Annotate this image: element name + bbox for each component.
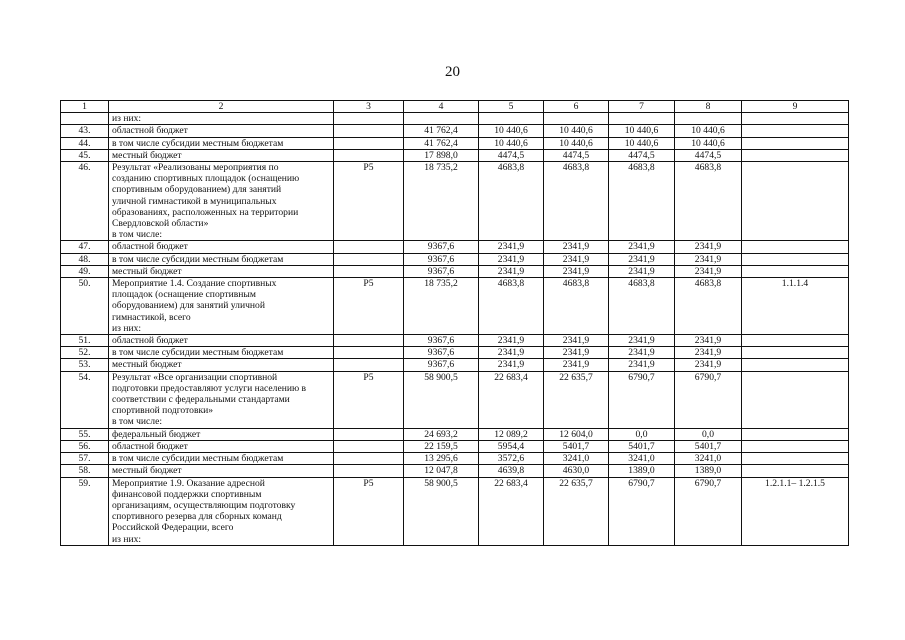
row-value-col5: 10 440,6: [479, 125, 544, 137]
table-row: [61, 347, 849, 359]
row-value-col6: 4683,8: [544, 162, 609, 241]
row-value-col8: 4474,5: [675, 149, 742, 161]
row-code: [334, 347, 404, 359]
row-value-col8: 4683,8: [675, 162, 742, 241]
row-value-col7: 10 440,6: [609, 137, 675, 149]
row-number: 46.: [61, 162, 109, 241]
table-row: [61, 440, 849, 452]
row-value-col5: 5954,4: [479, 440, 544, 452]
row-value-col6: 2341,9: [544, 241, 609, 253]
row-name: Мероприятие 1.4. Создание спортивных площадок (оснащение спортивным оборудованием) для занятий уличной гимнастикой, всего из них:: [109, 278, 334, 335]
row-code: Р5: [334, 162, 404, 241]
table-row: [61, 125, 849, 137]
row-number: 50.: [61, 278, 109, 335]
row-target-ref: [742, 347, 849, 359]
row-code: [334, 440, 404, 452]
column-header: 1: [61, 101, 109, 113]
row-number: 44.: [61, 137, 109, 149]
row-value-col4: 18 735,2: [404, 162, 479, 241]
row-target-ref: 1.1.1.4: [742, 278, 849, 335]
row-value-col8: 5401,7: [675, 440, 742, 452]
row-target-ref: [742, 241, 849, 253]
row-code: [334, 149, 404, 161]
row-name: федеральный бюджет: [109, 428, 334, 440]
row-value-col5: 4683,8: [479, 162, 544, 241]
column-header: 8: [675, 101, 742, 113]
row-value-col6: 3241,0: [544, 453, 609, 465]
row-code: [334, 428, 404, 440]
table-row: [61, 335, 849, 347]
row-value-col5: 4474,5: [479, 149, 544, 161]
page-number: 20: [445, 64, 460, 80]
row-name: в том числе субсидии местным бюджетам: [109, 137, 334, 149]
row-value-col4: 24 693,2: [404, 428, 479, 440]
row-value-col7: 2341,9: [609, 347, 675, 359]
table-header-row: [61, 101, 849, 113]
row-number: [61, 113, 109, 125]
row-target-ref: [742, 125, 849, 137]
table-row: [61, 265, 849, 277]
row-value-col6: 2341,9: [544, 359, 609, 371]
table-row: [61, 253, 849, 265]
row-code: Р5: [334, 371, 404, 428]
column-header: 3: [334, 101, 404, 113]
row-value-col4: 13 295,6: [404, 453, 479, 465]
row-name: местный бюджет: [109, 149, 334, 161]
row-number: 47.: [61, 241, 109, 253]
row-value-col4: 41 762,4: [404, 125, 479, 137]
table-row: [61, 453, 849, 465]
row-target-ref: [742, 113, 849, 125]
row-value-col7: 0,0: [609, 428, 675, 440]
row-code: [334, 359, 404, 371]
row-name: областной бюджет: [109, 125, 334, 137]
row-name: областной бюджет: [109, 241, 334, 253]
row-number: 57.: [61, 453, 109, 465]
row-value-col8: [675, 113, 742, 125]
row-name: местный бюджет: [109, 359, 334, 371]
row-value-col4: 9367,6: [404, 347, 479, 359]
row-value-col7: 2341,9: [609, 265, 675, 277]
row-value-col8: 1389,0: [675, 465, 742, 477]
row-value-col5: 22 683,4: [479, 371, 544, 428]
row-value-col6: [544, 113, 609, 125]
row-value-col5: 2341,9: [479, 347, 544, 359]
row-number: 56.: [61, 440, 109, 452]
row-target-ref: [742, 253, 849, 265]
row-code: Р5: [334, 477, 404, 545]
row-value-col6: 10 440,6: [544, 125, 609, 137]
row-value-col4: 9367,6: [404, 359, 479, 371]
row-number: 54.: [61, 371, 109, 428]
row-value-col7: 6790,7: [609, 477, 675, 545]
row-value-col7: 1389,0: [609, 465, 675, 477]
row-value-col6: 12 604,0: [544, 428, 609, 440]
column-header: 6: [544, 101, 609, 113]
row-target-ref: [742, 162, 849, 241]
row-target-ref: [742, 453, 849, 465]
row-value-col4: 12 047,8: [404, 465, 479, 477]
row-value-col4: 9367,6: [404, 241, 479, 253]
column-header: 7: [609, 101, 675, 113]
table-row: [61, 137, 849, 149]
row-name: из них:: [109, 113, 334, 125]
row-value-col7: 10 440,6: [609, 125, 675, 137]
row-name: Результат «Реализованы мероприятия по созданию спортивных площадок (оснащению спортивным оборудованием) для занятий уличной гимнастикой в муниципальных образованиях, расположенных на территории Свердловской области» в том числе:: [109, 162, 334, 241]
row-value-col8: 4683,8: [675, 278, 742, 335]
row-number: 48.: [61, 253, 109, 265]
row-name: Результат «Все организации спортивной подготовки предоставляют услуги населению в соответствии с федеральными стандартами спортивной подготовки» в том числе:: [109, 371, 334, 428]
row-name: местный бюджет: [109, 265, 334, 277]
row-name: областной бюджет: [109, 335, 334, 347]
column-header: 4: [404, 101, 479, 113]
row-target-ref: [742, 265, 849, 277]
row-value-col5: 3572,6: [479, 453, 544, 465]
row-code: [334, 453, 404, 465]
row-value-col7: 4683,8: [609, 162, 675, 241]
row-name: областной бюджет: [109, 440, 334, 452]
row-value-col8: 2341,9: [675, 253, 742, 265]
row-value-col6: 2341,9: [544, 253, 609, 265]
table-row: [61, 428, 849, 440]
row-value-col6: 22 635,7: [544, 477, 609, 545]
table-row: [61, 149, 849, 161]
row-number: 49.: [61, 265, 109, 277]
column-header: 5: [479, 101, 544, 113]
row-value-col7: 2341,9: [609, 253, 675, 265]
table-row: [61, 278, 849, 335]
table-row: [61, 477, 849, 545]
row-value-col4: [404, 113, 479, 125]
row-value-col5: 22 683,4: [479, 477, 544, 545]
row-value-col7: 5401,7: [609, 440, 675, 452]
row-name: в том числе субсидии местным бюджетам: [109, 253, 334, 265]
row-number: 53.: [61, 359, 109, 371]
row-target-ref: [742, 465, 849, 477]
row-number: 52.: [61, 347, 109, 359]
row-value-col4: 22 159,5: [404, 440, 479, 452]
row-number: 45.: [61, 149, 109, 161]
row-target-ref: [742, 335, 849, 347]
row-code: [334, 137, 404, 149]
table-row: [61, 359, 849, 371]
row-number: 51.: [61, 335, 109, 347]
row-code: [334, 265, 404, 277]
column-header: 2: [109, 101, 334, 113]
row-target-ref: [742, 440, 849, 452]
table-row: [61, 465, 849, 477]
row-code: [334, 335, 404, 347]
row-value-col4: 9367,6: [404, 253, 479, 265]
row-value-col7: 4683,8: [609, 278, 675, 335]
row-value-col4: 9367,6: [404, 265, 479, 277]
row-value-col5: 4639,8: [479, 465, 544, 477]
row-value-col7: [609, 113, 675, 125]
row-code: [334, 253, 404, 265]
row-value-col6: 5401,7: [544, 440, 609, 452]
row-value-col8: 6790,7: [675, 477, 742, 545]
row-number: 58.: [61, 465, 109, 477]
row-value-col5: 2341,9: [479, 241, 544, 253]
row-value-col8: 2341,9: [675, 265, 742, 277]
row-number: 55.: [61, 428, 109, 440]
row-value-col7: 2341,9: [609, 359, 675, 371]
row-value-col6: 22 635,7: [544, 371, 609, 428]
row-value-col5: 2341,9: [479, 253, 544, 265]
row-value-col5: 2341,9: [479, 265, 544, 277]
row-value-col8: 10 440,6: [675, 125, 742, 137]
row-value-col8: 2341,9: [675, 359, 742, 371]
row-value-col8: 0,0: [675, 428, 742, 440]
table-row: [61, 241, 849, 253]
row-name: Мероприятие 1.9. Оказание адресной финансовой поддержки спортивным организациям, осуществляющим подготовку спортивного резерва для сборных команд Российской Федерации, всего из них:: [109, 477, 334, 545]
row-target-ref: [742, 371, 849, 428]
row-value-col6: 4683,8: [544, 278, 609, 335]
row-value-col8: 2341,9: [675, 347, 742, 359]
row-value-col5: 10 440,6: [479, 137, 544, 149]
column-header: 9: [742, 101, 849, 113]
row-value-col5: [479, 113, 544, 125]
row-value-col8: 2341,9: [675, 335, 742, 347]
row-value-col7: 4474,5: [609, 149, 675, 161]
row-target-ref: 1.2.1.1– 1.2.1.5: [742, 477, 849, 545]
row-value-col5: 4683,8: [479, 278, 544, 335]
row-value-col4: 9367,6: [404, 335, 479, 347]
row-value-col4: 58 900,5: [404, 477, 479, 545]
row-value-col7: 6790,7: [609, 371, 675, 428]
row-number: 59.: [61, 477, 109, 545]
table-row: [61, 371, 849, 428]
row-value-col5: 2341,9: [479, 335, 544, 347]
row-value-col6: 2341,9: [544, 335, 609, 347]
row-target-ref: [742, 149, 849, 161]
row-value-col4: 58 900,5: [404, 371, 479, 428]
row-value-col4: 18 735,2: [404, 278, 479, 335]
row-code: [334, 241, 404, 253]
row-code: [334, 125, 404, 137]
row-value-col8: 3241,0: [675, 453, 742, 465]
row-value-col4: 17 898,0: [404, 149, 479, 161]
row-value-col7: 2341,9: [609, 335, 675, 347]
row-code: [334, 113, 404, 125]
row-target-ref: [742, 137, 849, 149]
row-value-col6: 2341,9: [544, 265, 609, 277]
row-value-col5: 2341,9: [479, 359, 544, 371]
row-number: 43.: [61, 125, 109, 137]
row-name: местный бюджет: [109, 465, 334, 477]
row-target-ref: [742, 359, 849, 371]
row-name: в том числе субсидии местным бюджетам: [109, 453, 334, 465]
row-value-col5: 12 089,2: [479, 428, 544, 440]
row-value-col6: 4474,5: [544, 149, 609, 161]
table-row: [61, 113, 849, 125]
row-code: [334, 465, 404, 477]
row-value-col8: 2341,9: [675, 241, 742, 253]
row-target-ref: [742, 428, 849, 440]
budget-table: [60, 100, 849, 546]
row-value-col4: 41 762,4: [404, 137, 479, 149]
row-code: Р5: [334, 278, 404, 335]
row-value-col6: 2341,9: [544, 347, 609, 359]
row-name: в том числе субсидии местным бюджетам: [109, 347, 334, 359]
row-value-col6: 4630,0: [544, 465, 609, 477]
row-value-col7: 2341,9: [609, 241, 675, 253]
row-value-col8: 6790,7: [675, 371, 742, 428]
row-value-col7: 3241,0: [609, 453, 675, 465]
row-value-col8: 10 440,6: [675, 137, 742, 149]
table-row: [61, 162, 849, 241]
row-value-col6: 10 440,6: [544, 137, 609, 149]
